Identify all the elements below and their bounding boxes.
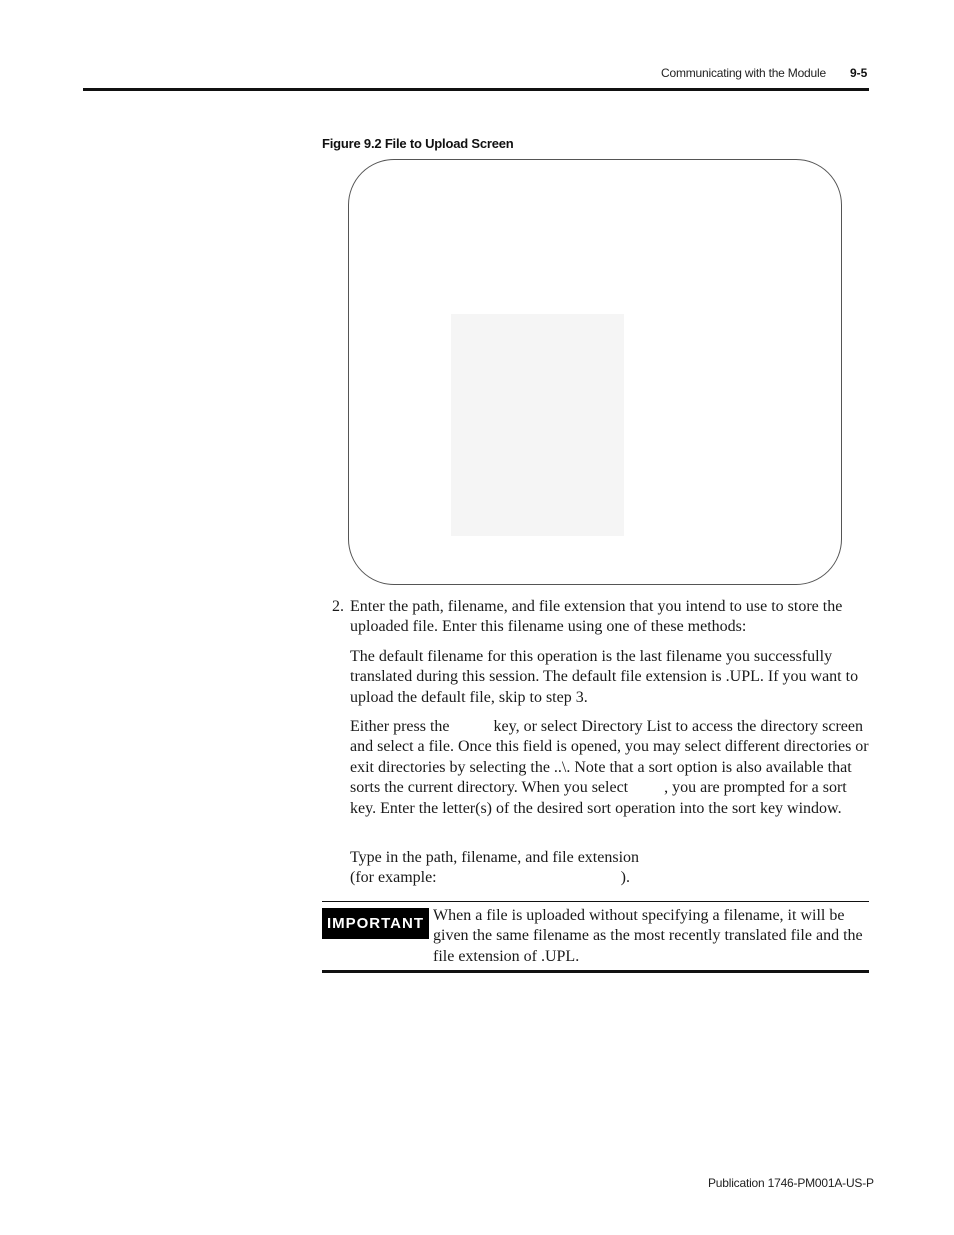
figure-caption: Figure 9.2 File to Upload Screen xyxy=(322,136,514,151)
important-text: When a file is uploaded without specifying a filename, it will be given the same filename as the most recently translated file and the file extension of .UPL. xyxy=(433,907,863,965)
screen-image-placeholder xyxy=(451,314,624,536)
method-default-filename: The default filename for this operation is the last filename you successfully translated during this session. The default file extension is .UPL. If you want to upload the default file, skip to step 3. xyxy=(350,648,859,706)
footer-publication: Publication 1746-PM001A-US-P xyxy=(708,1176,874,1190)
method-directory-list: Either press the key, or select Directory List to access the directory screen and select a file. Once this field is opened, you may select different directories or exit directories by selecting the ..\. Note that a sort option is also available that sorts the current directory. When you select , you are prompted for a sort key. Enter the letter(s) of the desired sort operation into the sort key window. xyxy=(350,718,873,817)
step-number: 2. xyxy=(332,598,344,615)
page-number: 9-5 xyxy=(850,66,868,80)
method-type-path: Type in the path, filename, and file extension (for example: ). xyxy=(350,849,640,887)
step-text: Enter the path, filename, and file extension that you intend to use to store the uploaded file. Enter this filename using one of these methods: xyxy=(350,598,843,636)
important-rule-top xyxy=(322,901,869,902)
important-rule-bottom xyxy=(322,970,869,973)
important-label: IMPORTANT xyxy=(322,908,429,939)
running-header-title: Communicating with the Module xyxy=(661,66,826,80)
header-rule xyxy=(83,88,869,91)
